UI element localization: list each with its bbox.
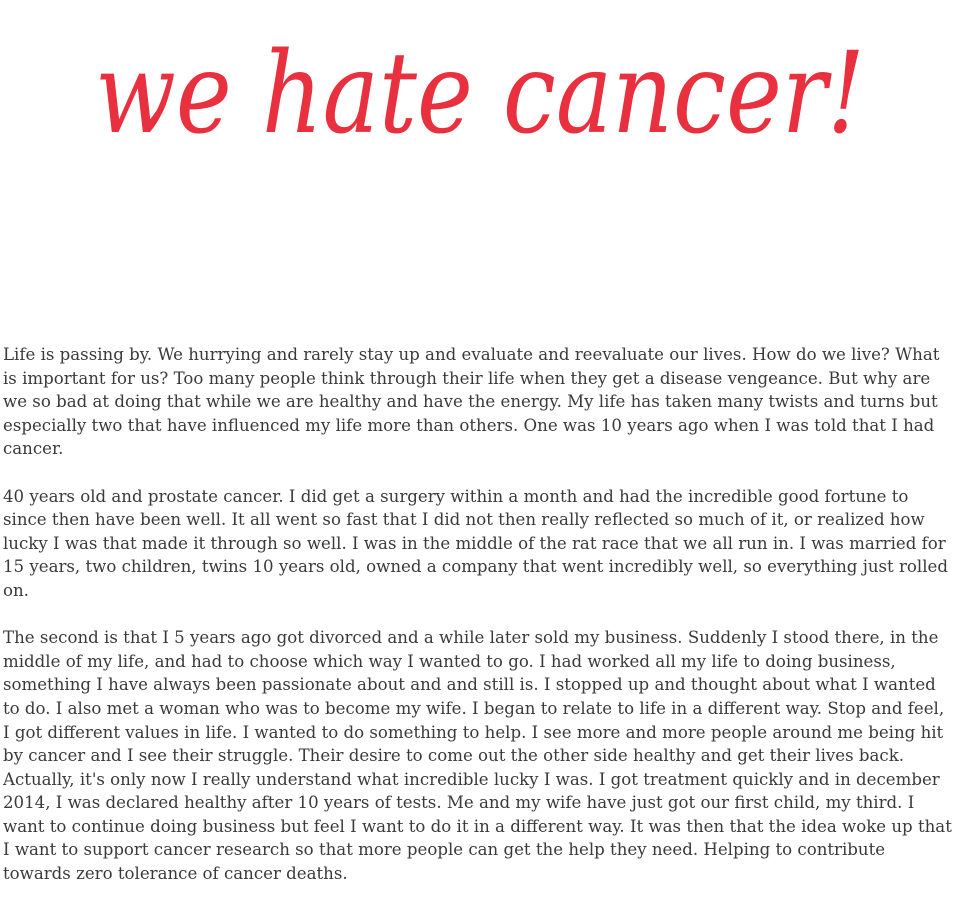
page-title	[0, 0, 960, 160]
paragraph-1: Life is passing by. We hurrying and rarely stay up and evaluate and reevaluate our lives. How do we live? What is important for us? Too many people think through their life when they get a disease vengeance. But why are we so bad at doing that while we are healthy and have the energy. My life has taken many twists and turns but especially two that have influenced my life more than others. One was 10 years ago when I was told that I had cancer.	[3, 345, 940, 459]
article-body	[3, 343, 953, 886]
paragraph-3: The second is that I 5 years ago got divorced and a while later sold my business. Suddenly I stood there, in the middle of my life, and had to choose which way I wanted to go. I had worked all my life to doing business, something I have always been passionate about and and still is. I stopped up and thought about what I wanted to do. I also met a woman who was to become my wife. I began to relate to life in a different way. Stop and feel, I got different values in life. I wanted to do something to help. I see more and more people around me being hit by cancer and I see their struggle. Their desire to come out the other side healthy and get their lives back. Actually, it's only now I really understand what incredible lucky I was. I got treatment quickly and in december 2014, I was declared healthy after 10 years of tests. Me and my wife have just got our first child, my third. I want to continue doing business but feel I want to do it in a different way. It was then that the idea woke up that I want to support cancer research so that more people can get the help they need. Helping to contribute towards zero tolerance of cancer deaths.	[3, 628, 952, 884]
paragraph-2: 40 years old and prostate cancer. I did get a surgery within a month and had the incredible good fortune to since then have been well. It all went so fast that I did not then really reflected so much of it, or realized how lucky I was that made it through so well. I was in the middle of the rat race that we all run in. I was married for 15 years, two children, twins 10 years old, owned a company that went incredibly well, so everything just rolled on.	[3, 486, 948, 600]
title-text: we hate cancer!	[95, 29, 865, 159]
handwritten-title-graphic	[0, 0, 960, 160]
